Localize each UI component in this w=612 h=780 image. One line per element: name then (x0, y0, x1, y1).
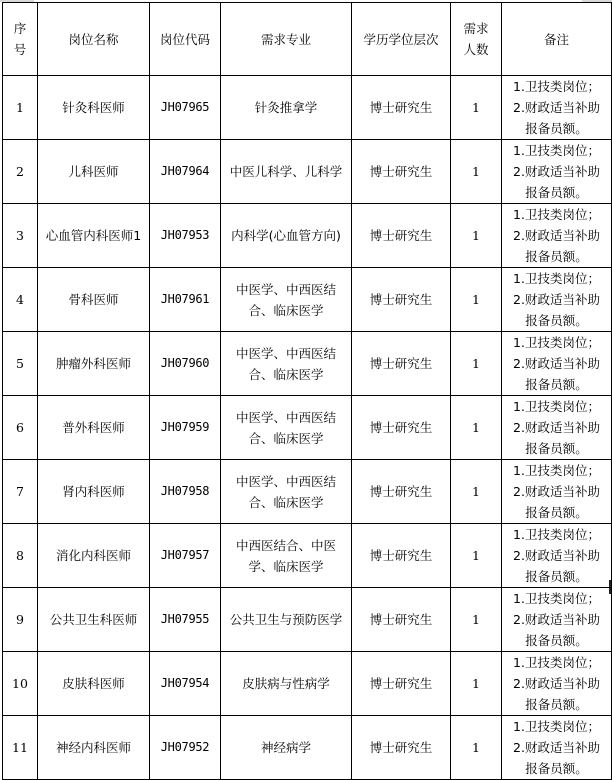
table-row (3, 716, 612, 780)
cell-remarks (502, 204, 612, 268)
table-row (3, 204, 612, 268)
remark-line: 1.卫技类岗位； (513, 207, 600, 222)
remark-line: 2.财政适当补助 (513, 100, 600, 115)
header-count (451, 3, 502, 76)
table-row (3, 460, 612, 524)
remark-line: 1.卫技类岗位； (513, 527, 600, 542)
cell-position-name: 神经内科医师 (38, 716, 150, 780)
header-remarks: 备注 (502, 3, 612, 76)
cell-count: 1 (451, 268, 502, 332)
cell-position-name: 公共卫生科医师 (38, 588, 150, 652)
cell-major: 中西医结合、中医学、临床医学 (221, 524, 352, 588)
remark-line: 报备员额。 (525, 761, 588, 776)
cell-remarks (502, 524, 612, 588)
cell-remarks (502, 716, 612, 780)
header-seq (3, 3, 38, 76)
remark-line: 1.卫技类岗位； (513, 335, 600, 350)
cell-count: 1 (451, 332, 502, 396)
table-row (3, 396, 612, 460)
cell-education: 博士研究生 (352, 524, 451, 588)
cell-count: 1 (451, 460, 502, 524)
cell-position-code: JH07957 (150, 524, 221, 588)
cell-education: 博士研究生 (352, 204, 451, 268)
cell-count: 1 (451, 524, 502, 588)
cell-seq: 7 (3, 460, 38, 524)
remark-line: 2.财政适当补助 (513, 484, 600, 499)
cell-major: 神经病学 (221, 716, 352, 780)
remark-line: 报备员额。 (525, 249, 588, 264)
cell-position-code: JH07958 (150, 460, 221, 524)
cell-remarks (502, 76, 612, 140)
table-row (3, 140, 612, 204)
remark-line: 1.卫技类岗位； (513, 143, 600, 158)
cell-position-code: JH07954 (150, 652, 221, 716)
cell-education: 博士研究生 (352, 652, 451, 716)
remark-line: 2.财政适当补助 (513, 612, 600, 627)
table-row (3, 588, 612, 652)
cell-seq: 10 (3, 652, 38, 716)
remark-line: 报备员额。 (525, 697, 588, 712)
cell-major: 针灸推拿学 (221, 76, 352, 140)
cell-position-name: 心血管内科医师1 (38, 204, 150, 268)
remark-line: 1.卫技类岗位； (513, 271, 600, 286)
cell-education: 博士研究生 (352, 76, 451, 140)
cell-seq: 9 (3, 588, 38, 652)
remark-line: 报备员额。 (525, 121, 588, 136)
job-positions-table (2, 2, 612, 780)
remark-line: 报备员额。 (525, 441, 588, 456)
cell-major: 中医学、中西医结合、临床医学 (221, 396, 352, 460)
cell-education: 博士研究生 (352, 588, 451, 652)
cell-major: 中医学、中西医结合、临床医学 (221, 268, 352, 332)
cell-position-name: 儿科医师 (38, 140, 150, 204)
cell-major: 中医儿科学、儿科学 (221, 140, 352, 204)
cell-position-code: JH07959 (150, 396, 221, 460)
cell-position-code: JH07952 (150, 716, 221, 780)
remark-line: 2.财政适当补助 (513, 420, 600, 435)
cell-remarks (502, 396, 612, 460)
remark-line: 2.财政适当补助 (513, 228, 600, 243)
remark-line: 1.卫技类岗位； (513, 79, 600, 94)
cell-major: 中医学、中西医结合、临床医学 (221, 460, 352, 524)
cell-remarks (502, 460, 612, 524)
header-position-name: 岗位名称 (38, 3, 150, 76)
cell-seq: 5 (3, 332, 38, 396)
table-row (3, 332, 612, 396)
remark-line: 2.财政适当补助 (513, 548, 600, 563)
cell-position-code: JH07955 (150, 588, 221, 652)
cell-position-name: 皮肤科医师 (38, 652, 150, 716)
cell-position-name: 肿瘤外科医师 (38, 332, 150, 396)
remark-line: 1.卫技类岗位； (513, 719, 600, 734)
cell-major: 中医学、中西医结合、临床医学 (221, 332, 352, 396)
cell-major: 皮肤病与性病学 (221, 652, 352, 716)
table-body (3, 76, 612, 780)
cell-seq: 3 (3, 204, 38, 268)
cell-education: 博士研究生 (352, 460, 451, 524)
table-header-row (3, 3, 612, 76)
cell-education: 博士研究生 (352, 716, 451, 780)
header-education: 学历学位层次 (352, 3, 451, 76)
cell-position-name: 消化内科医师 (38, 524, 150, 588)
remark-line: 报备员额。 (525, 633, 588, 648)
cell-position-code: JH07960 (150, 332, 221, 396)
remark-line: 报备员额。 (525, 569, 588, 584)
cell-education: 博士研究生 (352, 268, 451, 332)
cell-education: 博士研究生 (352, 140, 451, 204)
cell-position-name: 针灸科医师 (38, 76, 150, 140)
remark-line: 1.卫技类岗位； (513, 591, 600, 606)
cell-seq: 6 (3, 396, 38, 460)
table-row (3, 652, 612, 716)
remark-line: 报备员额。 (525, 505, 588, 520)
remark-line: 1.卫技类岗位； (513, 463, 600, 478)
cell-position-name: 普外科医师 (38, 396, 150, 460)
cell-position-code: JH07961 (150, 268, 221, 332)
table-row (3, 268, 612, 332)
remark-line: 报备员额。 (525, 377, 588, 392)
remark-line: 1.卫技类岗位； (513, 655, 600, 670)
cell-position-name: 骨科医师 (38, 268, 150, 332)
header-count-line: 人数 (463, 42, 489, 57)
cell-remarks (502, 268, 612, 332)
remark-line: 报备员额。 (525, 185, 588, 200)
cell-remarks (502, 332, 612, 396)
header-count-line: 需求 (463, 21, 489, 36)
remark-line: 2.财政适当补助 (513, 740, 600, 755)
remark-line: 1.卫技类岗位； (513, 399, 600, 414)
header-seq-line: 序 (13, 21, 27, 36)
cell-education: 博士研究生 (352, 396, 451, 460)
cell-count: 1 (451, 716, 502, 780)
cell-count: 1 (451, 76, 502, 140)
cell-count: 1 (451, 140, 502, 204)
cell-seq: 4 (3, 268, 38, 332)
remark-line: 2.财政适当补助 (513, 292, 600, 307)
cell-remarks (502, 588, 612, 652)
cell-count: 1 (451, 204, 502, 268)
cell-education: 博士研究生 (352, 332, 451, 396)
cell-position-name: 肾内科医师 (38, 460, 150, 524)
header-seq-line: 号 (13, 42, 27, 57)
header-major: 需求专业 (221, 3, 352, 76)
cell-major: 公共卫生与预防医学 (221, 588, 352, 652)
remark-line: 报备员额。 (525, 313, 588, 328)
cell-seq: 2 (3, 140, 38, 204)
remark-line: 2.财政适当补助 (513, 676, 600, 691)
remark-line: 2.财政适当补助 (513, 164, 600, 179)
cell-position-code: JH07953 (150, 204, 221, 268)
table-row (3, 524, 612, 588)
header-position-code: 岗位代码 (150, 3, 221, 76)
remark-line: 2.财政适当补助 (513, 356, 600, 371)
cell-count: 1 (451, 396, 502, 460)
cell-major: 内科学(心血管方向) (221, 204, 352, 268)
cell-seq: 1 (3, 76, 38, 140)
cell-position-code: JH07965 (150, 76, 221, 140)
cell-count: 1 (451, 652, 502, 716)
cell-seq: 8 (3, 524, 38, 588)
cell-count: 1 (451, 588, 502, 652)
table-row (3, 76, 612, 140)
cell-remarks (502, 140, 612, 204)
cell-remarks (502, 652, 612, 716)
cell-position-code: JH07964 (150, 140, 221, 204)
cell-seq: 11 (3, 716, 38, 780)
